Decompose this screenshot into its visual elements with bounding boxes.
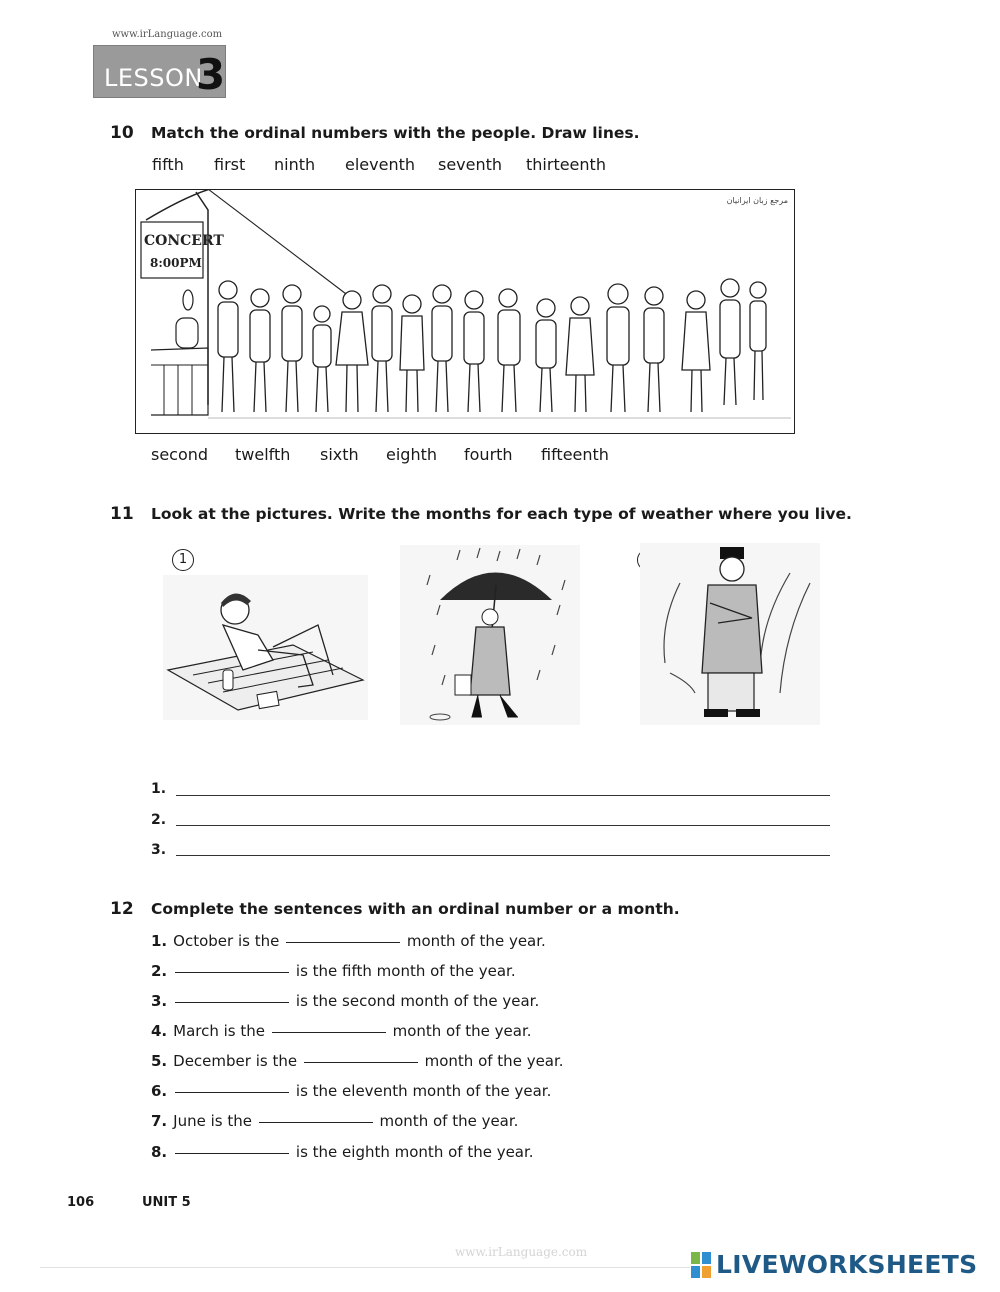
answer-1-line[interactable] (176, 795, 830, 796)
blank-input[interactable] (175, 1001, 289, 1003)
ordinal-word[interactable]: sixth (320, 445, 359, 464)
exercise-11-title: Look at the pictures. Write the months for each type of weather where you live. (151, 505, 852, 523)
exercise-12-title: Complete the sentences with an ordinal number or a month. (151, 900, 680, 918)
sentence-number: 4. (151, 1022, 168, 1040)
sentence-before: March is the (173, 1022, 266, 1040)
sentence (151, 1143, 534, 1161)
ordinal-word[interactable]: thirteenth (526, 155, 606, 174)
sentence-after: month of the year. (406, 932, 546, 950)
exercise-10-title: Match the ordinal numbers with the people. Draw lines. (151, 124, 640, 142)
sentence-after: month of the year. (379, 1112, 519, 1130)
sentence-after: is the eighth month of the year. (295, 1143, 534, 1161)
sentence-number: 7. (151, 1112, 168, 1130)
lesson-badge (93, 45, 226, 98)
answer-2-line[interactable] (176, 825, 830, 826)
site-url-top: www.irLanguage.com (112, 29, 223, 40)
sentence-before: December is the (173, 1052, 298, 1070)
blank-input[interactable] (286, 941, 400, 943)
ordinal-word[interactable]: fifth (152, 155, 184, 174)
sentence (151, 1052, 564, 1070)
blank-input[interactable] (175, 971, 289, 973)
ordinal-word[interactable]: fifteenth (541, 445, 609, 464)
answer-3-line[interactable] (176, 855, 830, 856)
sentence (151, 1022, 532, 1040)
ordinal-word[interactable]: second (151, 445, 209, 464)
ordinal-word[interactable]: ninth (274, 155, 316, 174)
unit-label: UNIT 5 (142, 1195, 191, 1210)
sentence-number: 5. (151, 1052, 168, 1070)
picture-3-label: 3 (637, 549, 659, 571)
lesson-number: 3 (196, 50, 226, 99)
blank-input[interactable] (304, 1061, 418, 1063)
blank-input[interactable] (175, 1152, 289, 1154)
sentence-number: 8. (151, 1143, 168, 1161)
sentence-number: 1. (151, 932, 168, 950)
sentence (151, 1112, 518, 1130)
answer-label: 3. (151, 842, 167, 858)
exercise-10-number: 10 (110, 123, 134, 143)
ordinal-word[interactable]: first (214, 155, 246, 174)
lesson-word: LESSON (104, 64, 203, 92)
sentence (151, 1082, 551, 1100)
ordinal-word[interactable]: eleventh (345, 155, 415, 174)
sentence-after: month of the year. (392, 1022, 532, 1040)
sentence-before: October is the (173, 932, 280, 950)
sentence-before: June is the (173, 1112, 252, 1130)
ordinal-word[interactable]: fourth (464, 445, 513, 464)
queue-illustration (135, 189, 795, 434)
concert-sign-text: CONCERT (144, 233, 224, 249)
sentence (151, 962, 516, 980)
blank-input[interactable] (272, 1031, 386, 1033)
exercise-11-number: 11 (110, 504, 134, 524)
rain-umbrella-icon (400, 545, 580, 725)
blank-input[interactable] (175, 1091, 289, 1093)
sentence-after: is the fifth month of the year. (295, 962, 516, 980)
page-number: 106 (67, 1195, 95, 1210)
ordinal-word[interactable]: seventh (438, 155, 503, 174)
sentence-number: 6. (151, 1082, 168, 1100)
sentence (151, 932, 546, 950)
answer-label: 1. (151, 781, 167, 797)
cold-wind-icon (640, 543, 820, 725)
concert-sign-time: 8:00PM (150, 256, 202, 270)
sentence-number: 3. (151, 992, 168, 1010)
sentence-after: is the second month of the year. (295, 992, 540, 1010)
footer-divider (40, 1267, 690, 1268)
liveworksheets-logo-icon (691, 1252, 711, 1278)
ordinal-word[interactable]: eighth (386, 445, 437, 464)
exercise-12-number: 12 (110, 899, 134, 919)
site-url-bottom: www.irLanguage.com (455, 1245, 588, 1259)
liveworksheets-brand[interactable]: LIVEWORKSHEETS (716, 1250, 978, 1279)
sunny-beach-icon (163, 575, 368, 720)
picture-1-label: 1 (172, 549, 194, 571)
sentence-number: 2. (151, 962, 168, 980)
sentence (151, 992, 539, 1010)
scene-watermark: مرجع زبان ایرانیان (726, 196, 788, 205)
sentence-after: is the eleventh month of the year. (295, 1082, 552, 1100)
answer-label: 2. (151, 812, 167, 828)
ordinal-word[interactable]: twelfth (235, 445, 291, 464)
blank-input[interactable] (259, 1121, 373, 1123)
sentence-after: month of the year. (424, 1052, 564, 1070)
picture-2-label: 2 (405, 549, 427, 571)
